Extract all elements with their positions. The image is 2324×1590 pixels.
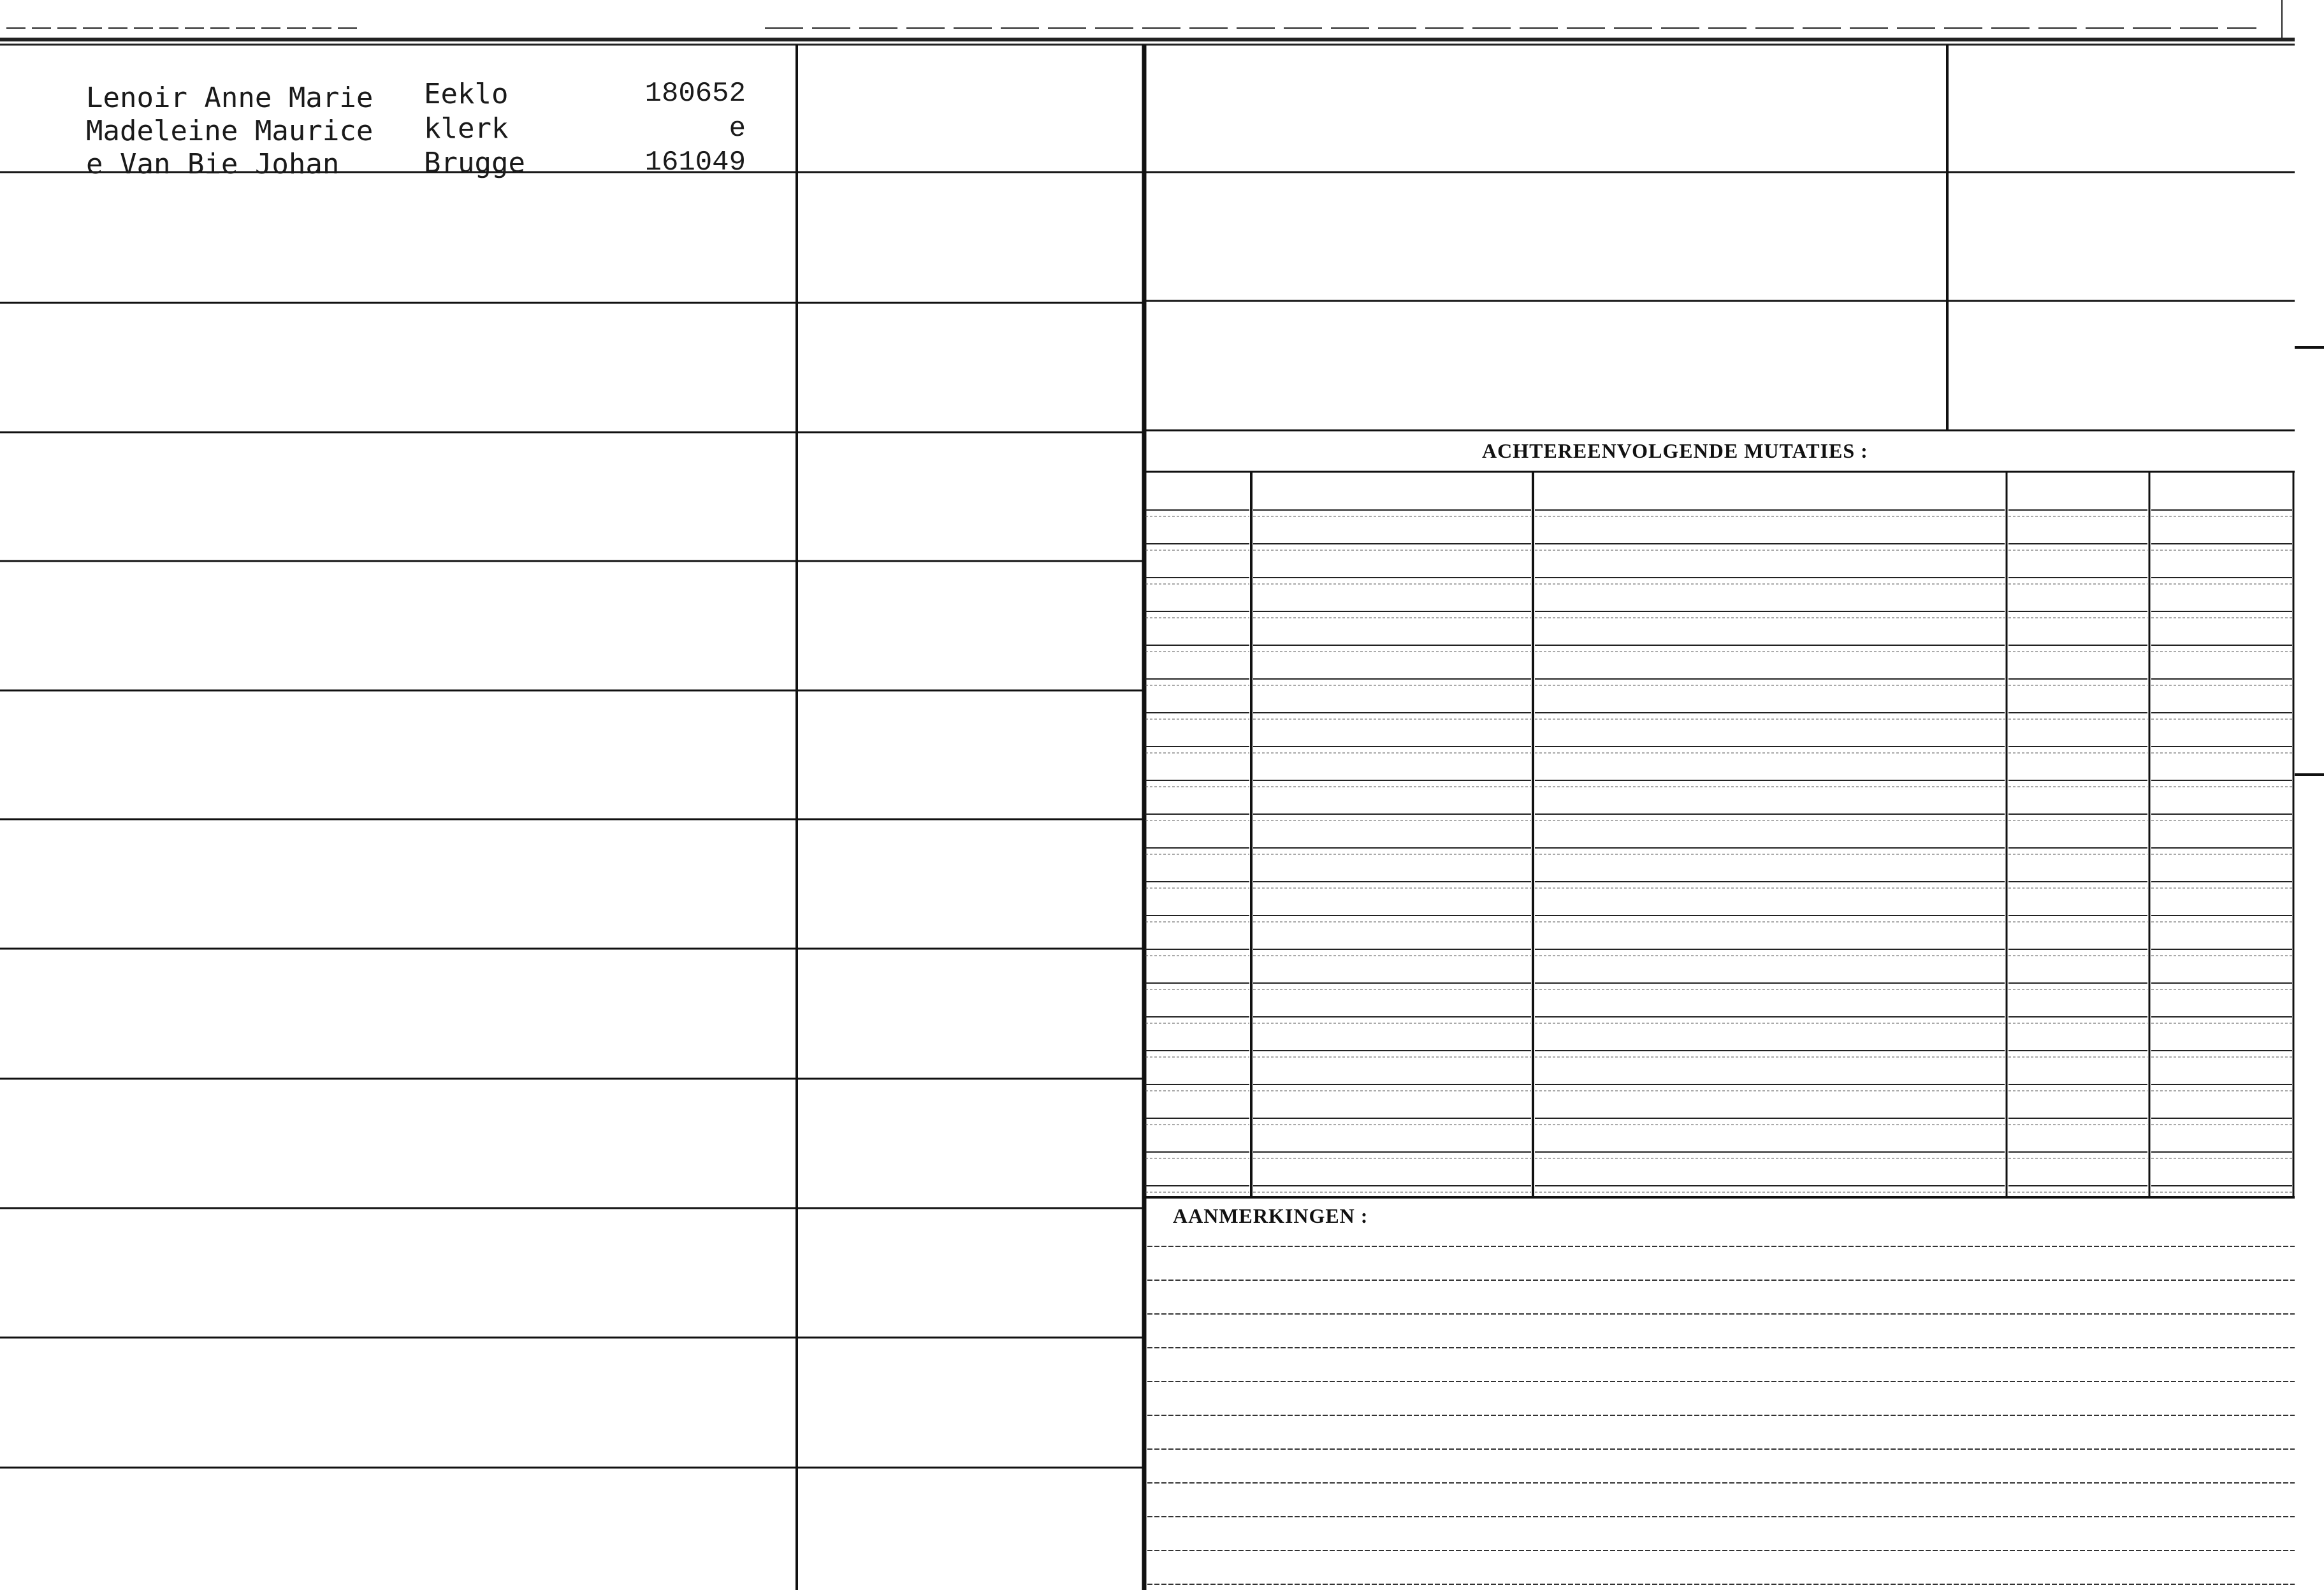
entry-number: 161049: [644, 147, 746, 179]
entry-place: Brugge: [424, 147, 525, 179]
remarks-heading: AANMERKINGEN :: [1173, 1204, 1369, 1227]
entry-number: 180652: [644, 78, 746, 110]
entry-place: klerk: [424, 112, 509, 145]
entry-place: Eeklo: [424, 78, 509, 110]
entry-name: Madeleine Maurice: [86, 115, 374, 147]
entry-name: e Van Bie Johan: [86, 148, 340, 180]
mutations-heading: ACHTEREENVOLGENDE MUTATIES :: [1482, 439, 1868, 462]
entry-number: e: [729, 113, 746, 145]
entry-name: Lenoir Anne Marie: [86, 82, 374, 114]
